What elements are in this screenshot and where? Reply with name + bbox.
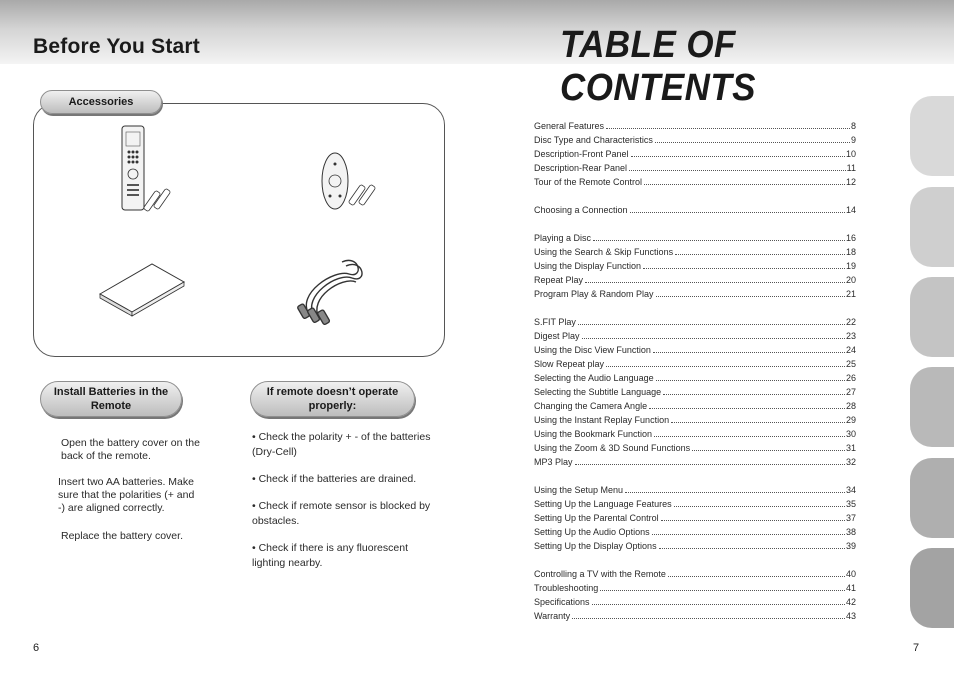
toc-entry-label: Selecting the Subtitle Language: [534, 387, 662, 397]
page-number-left: 6: [33, 642, 40, 654]
toc-entry[interactable]: [534, 483, 856, 497]
toc-leader-dots: [644, 183, 845, 185]
toc-entry-page: 21: [845, 289, 856, 299]
toc-group-gap: [534, 301, 856, 315]
toc-leader-dots: [668, 575, 845, 577]
toc-entry-page: 41: [845, 583, 856, 593]
toc-entry[interactable]: [534, 511, 856, 525]
toc-group-gap: [534, 553, 856, 567]
toc-entry[interactable]: [534, 441, 856, 455]
toc-entry-label: Using the Search & Skip Functions: [534, 247, 674, 257]
toc-entry-label: General Features: [534, 121, 605, 131]
install-step-1: Open the battery cover on the back of the remote.: [61, 437, 200, 462]
toc-entry-label: Program Play & Random Play: [534, 289, 654, 299]
toc-entry-page: 24: [845, 345, 856, 355]
remote-check-item: • Check if there is any fluorescent lighting nearby.: [252, 542, 408, 569]
toc-entry[interactable]: [534, 581, 856, 595]
toc-entry-page: 12: [845, 177, 856, 187]
toc-group-gap: [534, 469, 856, 483]
toc-leader-dots: [643, 267, 845, 269]
toc-entry-page: 38: [845, 527, 856, 537]
toc-entry[interactable]: [534, 259, 856, 273]
toc-entry[interactable]: [534, 539, 856, 553]
toc-entry[interactable]: [534, 287, 856, 301]
section-tab[interactable]: [910, 277, 954, 357]
toc-leader-dots: [592, 603, 845, 605]
toc-entry-label: Tour of the Remote Control: [534, 177, 643, 187]
install-step-2: Insert two AA batteries. Make sure that the polarities (+ and -) are aligned correctly.: [58, 476, 195, 514]
toc-entry-page: 18: [845, 247, 856, 257]
toc-leader-dots: [606, 365, 845, 367]
toc-leader-dots: [663, 393, 845, 395]
toc-group-gap: [534, 189, 856, 203]
toc-entry[interactable]: [534, 371, 856, 385]
toc-leader-dots: [630, 211, 845, 213]
toc-entry-label: MP3 Play: [534, 457, 573, 467]
toc-entry-label: Setting Up the Audio Options: [534, 527, 650, 537]
toc-entry-page: 22: [845, 317, 856, 327]
toc-entry[interactable]: [534, 609, 856, 623]
toc-entry[interactable]: [534, 119, 856, 133]
page-title-left: Before You Start: [33, 35, 200, 58]
accessories-label: Accessories: [40, 90, 162, 114]
toc-group-gap: [534, 217, 856, 231]
mini-remote-icon: [322, 153, 348, 209]
toc-entry-label: Changing the Camera Angle: [534, 401, 648, 411]
toc-entry-page: 26: [845, 373, 856, 383]
battery-icon: [348, 184, 376, 205]
toc-entry-page: 23: [845, 331, 856, 341]
toc-entry-page: 10: [845, 149, 856, 159]
toc-leader-dots: [631, 155, 845, 157]
remote-check-item: • Check the polarity + - of the batteries (Dry-Cell): [252, 431, 431, 458]
toc-entry[interactable]: [534, 315, 856, 329]
user-manual-icon: [100, 264, 184, 316]
toc-leader-dots: [656, 379, 845, 381]
toc-entry-label: Description-Rear Panel: [534, 163, 628, 173]
toc-entry-page: 39: [845, 541, 856, 551]
toc-entry-page: 32: [845, 457, 856, 467]
toc-entry[interactable]: [534, 231, 856, 245]
toc-leader-dots: [653, 351, 845, 353]
toc-entry-label: Controlling a TV with the Remote: [534, 569, 666, 579]
toc-leader-dots: [582, 337, 845, 339]
toc-entry-label: Choosing a Connection: [534, 205, 628, 215]
toc-entry-page: 11: [846, 163, 856, 173]
toc-leader-dots: [578, 323, 845, 325]
toc-entry[interactable]: [534, 147, 856, 161]
toc-leader-dots: [575, 463, 845, 465]
toc-entry[interactable]: [534, 413, 856, 427]
toc-entry-page: 43: [845, 611, 856, 621]
page-title-right: TABLE OF CONTENTS: [560, 24, 756, 109]
section-tab[interactable]: [910, 367, 954, 447]
toc-entry-page: 25: [845, 359, 856, 369]
toc-leader-dots: [593, 239, 845, 241]
toc-entry-label: Specifications: [534, 597, 590, 607]
remote-not-operating-label: If remote doesn’t operate properly:: [250, 381, 415, 417]
toc-entry-label: Using the Instant Replay Function: [534, 415, 670, 425]
battery-icon: [143, 188, 171, 211]
toc-entry-label: Description-Front Panel: [534, 149, 629, 159]
toc-entry[interactable]: [534, 273, 856, 287]
toc-entry-label: Digest Play: [534, 331, 580, 341]
toc-entry-label: Using the Display Function: [534, 261, 642, 271]
toc-entry-label: Setting Up the Language Features: [534, 499, 672, 509]
toc-leader-dots: [671, 421, 845, 423]
toc-leader-dots: [606, 127, 850, 129]
section-tab[interactable]: [910, 96, 954, 176]
toc-entry-page: 19: [845, 261, 856, 271]
toc-leader-dots: [625, 491, 845, 493]
toc-leader-dots: [661, 519, 845, 521]
toc-entry-page: 28: [845, 401, 856, 411]
toc-entry-label: Disc Type and Characteristics: [534, 135, 653, 145]
toc-entry[interactable]: [534, 343, 856, 357]
toc-entry[interactable]: [534, 525, 856, 539]
toc-entry-page: 31: [845, 443, 856, 453]
toc-entry[interactable]: [534, 385, 856, 399]
toc-entry-page: 34: [845, 485, 856, 495]
toc-entry[interactable]: [534, 427, 856, 441]
toc-entry[interactable]: [534, 175, 856, 189]
toc-entry-page: 37: [845, 513, 856, 523]
toc-entry-page: 16: [845, 233, 856, 243]
toc-leader-dots: [659, 547, 845, 549]
section-tab[interactable]: [910, 187, 954, 267]
toc-entry-page: 30: [845, 429, 856, 439]
toc-entry-page: 9: [850, 135, 856, 145]
install-batteries-label: Install Batteries in the Remote: [40, 381, 182, 417]
toc-leader-dots: [654, 435, 845, 437]
toc-entry[interactable]: [534, 357, 856, 371]
toc-leader-dots: [674, 505, 845, 507]
toc-leader-dots: [675, 253, 845, 255]
toc-leader-dots: [649, 407, 845, 409]
toc-leader-dots: [572, 617, 845, 619]
remote-check-item: • Check if remote sensor is blocked by obstacles.: [252, 500, 431, 527]
toc-entry-label: Setting Up the Display Options: [534, 541, 657, 551]
toc-entry[interactable]: [534, 161, 856, 175]
toc-entry-label: Repeat Play: [534, 275, 584, 285]
accessories-box: [33, 103, 445, 357]
install-step-3: Replace the battery cover.: [61, 530, 183, 542]
toc-entry[interactable]: [534, 329, 856, 343]
toc-entry[interactable]: [534, 133, 856, 147]
toc-entry-label: Using the Zoom & 3D Sound Functions: [534, 443, 691, 453]
toc-entry-page: 14: [845, 205, 856, 215]
toc-entry[interactable]: [534, 245, 856, 259]
toc-entry-label: Playing a Disc: [534, 233, 592, 243]
toc-entry[interactable]: [534, 497, 856, 511]
table-of-contents: [534, 119, 856, 623]
toc-entry[interactable]: [534, 399, 856, 413]
toc-entry-label: Slow Repeat play: [534, 359, 605, 369]
toc-leader-dots: [652, 533, 845, 535]
toc-leader-dots: [656, 295, 845, 297]
toc-entry-label: Using the Setup Menu: [534, 485, 624, 495]
toc-entry-page: 27: [845, 387, 856, 397]
toc-entry-label: S.FIT Play: [534, 317, 576, 327]
toc-entry-label: Using the Bookmark Function: [534, 429, 653, 439]
toc-entry-page: 29: [845, 415, 856, 425]
toc-entry-label: Troubleshooting: [534, 583, 599, 593]
toc-entry-label: Warranty: [534, 611, 571, 621]
toc-entry-page: 42: [845, 597, 856, 607]
toc-entry[interactable]: [534, 203, 856, 217]
toc-leader-dots: [600, 589, 845, 591]
section-tab[interactable]: [910, 458, 954, 538]
remote-check-list: [252, 430, 432, 583]
accessories-illustrations: [34, 104, 444, 356]
toc-entry-page: 40: [845, 569, 856, 579]
toc-entry[interactable]: [534, 567, 856, 581]
remote-control-icon: [122, 126, 144, 210]
toc-leader-dots: [655, 141, 850, 143]
toc-entry[interactable]: [534, 455, 856, 469]
toc-entry-label: Using the Disc View Function: [534, 345, 651, 355]
toc-leader-dots: [585, 281, 845, 283]
toc-entry-page: 20: [845, 275, 856, 285]
av-cable-icon: [297, 260, 362, 325]
toc-leader-dots: [692, 449, 845, 451]
toc-entry-label: Setting Up the Parental Control: [534, 513, 659, 523]
toc-entry-label: Selecting the Audio Language: [534, 373, 654, 383]
toc-leader-dots: [629, 169, 846, 171]
section-tab[interactable]: [910, 548, 954, 628]
toc-entry-page: 35: [845, 499, 856, 509]
remote-check-item: • Check if the batteries are drained.: [252, 473, 417, 485]
page-number-right: 7: [913, 642, 920, 654]
toc-entry-page: 8: [850, 121, 856, 131]
toc-entry[interactable]: [534, 595, 856, 609]
